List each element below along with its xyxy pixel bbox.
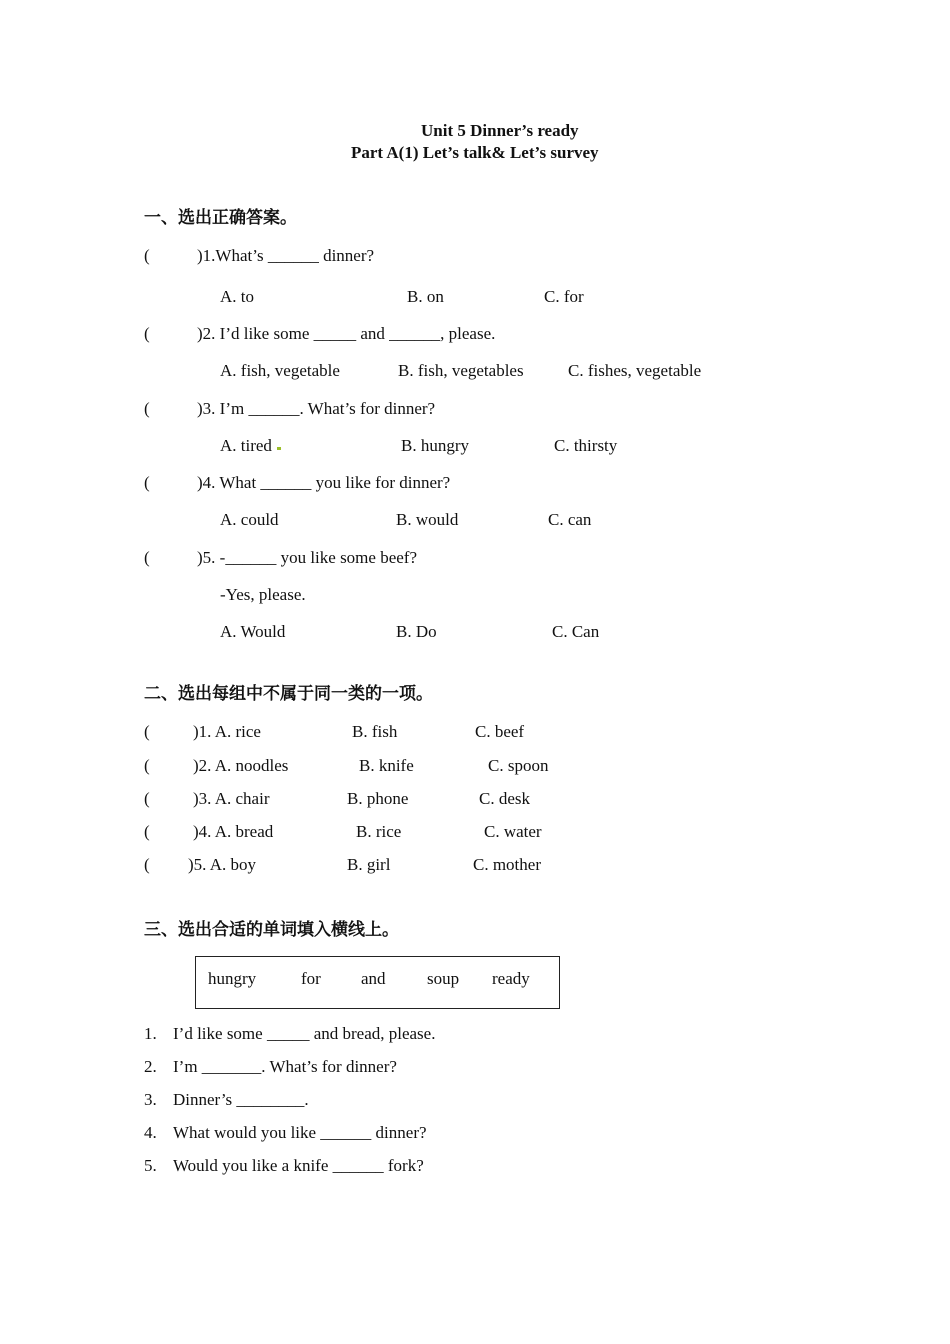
fill-in-sentence: Would you like a knife ______ fork? [173, 1156, 424, 1175]
answer-paren: ( [144, 722, 150, 741]
answer-paren: ( [144, 822, 150, 841]
word-bank-word: for [301, 969, 321, 988]
option-b: B. hungry [401, 436, 469, 455]
answer-paren: ( [144, 246, 150, 265]
worksheet-title: Unit 5 Dinner’s ready [421, 121, 579, 140]
option-b: B. Do [396, 622, 437, 641]
section3-heading: 三、选出合适的单词填入横线上。 [144, 920, 399, 940]
answer-paren: ( [144, 855, 150, 874]
option-b: B. would [396, 510, 459, 529]
item-number: 3. [144, 1090, 157, 1109]
answer-paren: ( [144, 548, 150, 567]
option-a: )2. A. noodles [193, 756, 289, 775]
question-stem: )4. What ______ you like for dinner? [197, 473, 451, 492]
word-bank-word: ready [492, 969, 530, 988]
section2-heading: 二、选出每组中不属于同一类的一项。 [144, 684, 433, 704]
option-b: B. on [407, 287, 444, 306]
option-c: C. mother [473, 855, 541, 874]
answer-paren: ( [144, 789, 150, 808]
item-number: 5. [144, 1156, 157, 1175]
option-a: A. fish, vegetable [220, 361, 340, 380]
answer-paren: ( [144, 399, 150, 418]
word-bank-word: soup [427, 969, 460, 988]
worksheet-subtitle: Part A(1) Let’s talk& Let’s survey [351, 143, 599, 162]
question-stem: )1.What’s ______ dinner? [197, 246, 375, 265]
option-b: B. fish [352, 722, 398, 741]
option-a: )5. A. boy [188, 855, 256, 874]
answer-paren: ( [144, 756, 150, 775]
option-c: C. thirsty [554, 436, 618, 455]
item-number: 1. [144, 1024, 157, 1043]
section1-heading: 一、选出正确答案。 [144, 208, 297, 228]
question-stem: )5. -______ you like some beef? [197, 548, 417, 567]
option-a: )3. A. chair [193, 789, 270, 808]
item-number: 2. [144, 1057, 157, 1076]
option-a: )1. A. rice [193, 722, 261, 741]
fill-in-sentence: What would you like ______ dinner? [173, 1123, 427, 1142]
fill-in-sentence: I’d like some _____ and bread, please. [173, 1024, 436, 1043]
ink-dot [277, 447, 281, 450]
option-a: A. Would [220, 622, 286, 641]
word-bank-word: and [361, 969, 386, 988]
option-c: C. water [484, 822, 542, 841]
dialogue-reply: -Yes, please. [220, 585, 306, 604]
option-a: )4. A. bread [193, 822, 274, 841]
option-b: B. knife [359, 756, 414, 775]
question-stem: )2. I’d like some _____ and ______, please. [197, 324, 496, 343]
word-bank-word: hungry [208, 969, 257, 988]
question-stem: )3. I’m ______. What’s for dinner? [197, 399, 436, 418]
option-b: B. fish, vegetables [398, 361, 524, 380]
fill-in-sentence: Dinner’s ________. [173, 1090, 309, 1109]
answer-paren: ( [144, 324, 150, 343]
option-c: C. desk [479, 789, 530, 808]
option-c: C. spoon [488, 756, 549, 775]
option-a: A. tired [220, 436, 272, 455]
option-a: A. could [220, 510, 279, 529]
option-b: B. rice [356, 822, 402, 841]
option-a: A. to [220, 287, 254, 306]
option-c: C. Can [552, 622, 600, 641]
fill-in-sentence: I’m _______. What’s for dinner? [173, 1057, 397, 1076]
option-c: C. can [548, 510, 592, 529]
answer-paren: ( [144, 473, 150, 492]
option-c: C. beef [475, 722, 525, 741]
option-b: B. girl [347, 855, 391, 874]
option-c: C. for [544, 287, 584, 306]
option-b: B. phone [347, 789, 409, 808]
item-number: 4. [144, 1123, 157, 1142]
option-c: C. fishes, vegetable [568, 361, 702, 380]
